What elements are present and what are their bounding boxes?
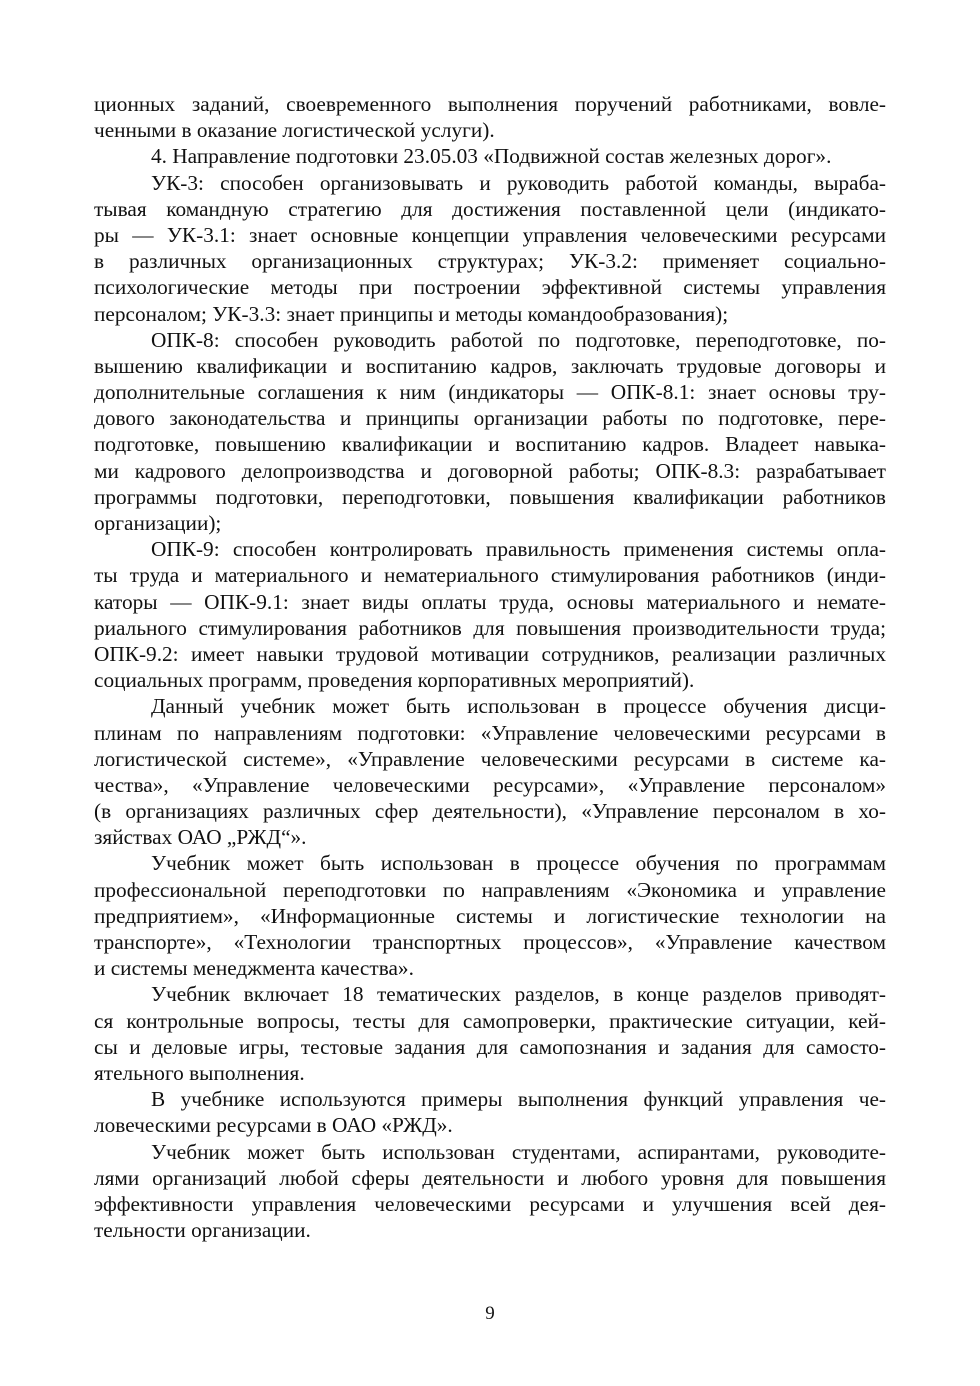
page-number: 9 <box>485 1303 495 1324</box>
text-line: организации); <box>94 511 222 535</box>
body-text <box>94 91 886 1243</box>
text-line: ятельного выполнения. <box>94 1060 305 1085</box>
text-line: предприятием», «Информационные системы и логистические технологии на <box>94 903 886 928</box>
text-line: дополнительные соглашения к ним (индикаторы — ОПК-8.1: знает основы тру- <box>94 380 886 405</box>
text-line: ченными в оказание логистической услуги). <box>94 118 495 143</box>
text-line: Данный учебник может быть использован в процессе обучения дисци- <box>151 694 886 719</box>
paragraph <box>94 91 886 143</box>
paragraph <box>94 1139 886 1244</box>
paragraph <box>94 693 886 850</box>
text-line: дового законодательства и принципы организации работы по подготовке, пере- <box>94 406 886 431</box>
text-line: ОПК-9.2: имеет навыки трудовой мотивации сотрудников, реализации различных <box>94 641 886 666</box>
text-line: ловеческими ресурсами в ОАО «РЖД». <box>94 1113 453 1138</box>
paragraph <box>94 327 886 537</box>
text-line: психологические методы при построении эффективной системы управления <box>94 275 886 300</box>
text-line: тывая командную стратегию для достижения поставленной цели (индикато- <box>94 196 886 221</box>
text-line: каторы — ОПК-9.1: знает виды оплаты труда, основы материального и немате- <box>94 589 886 614</box>
text-line: и системы менеджмента качества». <box>94 956 414 981</box>
text-line: ты труда и материального и нематериального стимулирования работников (инди- <box>94 563 886 588</box>
text-line: транспорте», «Технологии транспортных процессов», «Управление качеством <box>94 930 886 954</box>
text-line: в различных организационных структурах; УК-3.2: применяет социально- <box>94 249 886 274</box>
text-line: В учебнике используются примеры выполнения функций управления че- <box>151 1087 886 1112</box>
text-line: УК-3: способен организовывать и руководить работой команды, выраба- <box>151 170 886 195</box>
paragraph <box>94 170 886 327</box>
text-line: Учебник может быть использован в процессе обучения по программам <box>151 851 886 876</box>
paragraph <box>94 1086 886 1138</box>
text-line: ОПК-9: способен контролировать правильность применения системы опла- <box>151 537 886 562</box>
text-line: профессиональной переподготовки по направлениям «Экономика и управление <box>94 877 886 902</box>
text-line: логистической системе», «Управление человеческими ресурсами в системе ка- <box>94 746 886 771</box>
text-line: социальных программ, проведения корпоративных мероприятий). <box>94 668 695 693</box>
paragraph <box>94 850 886 981</box>
text-line: подготовке, повышению квалификации и воспитанию кадров. Владеет навыка- <box>94 432 886 457</box>
paragraph <box>94 536 886 693</box>
text-line: программы подготовки, переподготовки, повышения квалификации работников <box>94 484 886 509</box>
text-line: ми кадрового делопроизводства и договорной работы; ОПК-8.3: разрабатывает <box>94 458 886 483</box>
text-line: 4. Направление подготовки 23.05.03 «Подвижной состав железных дорог». <box>151 144 832 169</box>
text-line: Учебник включает 18 тематических разделов, в конце разделов приводят- <box>151 982 886 1007</box>
text-line: персоналом; УК-3.3: знает принципы и методы командообразования); <box>94 301 729 326</box>
text-line: сы и деловые игры, тестовые задания для самопознания и задания для самосто- <box>94 1034 886 1059</box>
paragraph <box>94 981 886 1086</box>
text-line: Учебник может быть использован студентами, аспирантами, руководите- <box>151 1139 886 1164</box>
text-line: чества», «Управление человеческими ресурсами», «Управление персоналом» <box>94 772 886 797</box>
text-line: риального стимулирования работников для повышения производительности труда; <box>94 615 886 640</box>
text-line: эффективности управления человеческими ресурсами и улучшения всей дея- <box>94 1191 886 1216</box>
text-line: (в организациях различных сфер деятельности), «Управление персоналом в хо- <box>94 799 886 824</box>
text-line: лями организаций любой сферы деятельности и любого уровня для повышения <box>94 1165 886 1190</box>
text-line: ры — УК-3.1: знает основные концепции управления человеческими ресурсами <box>94 222 886 247</box>
text-line: зяйствах ОАО „РЖД“». <box>94 825 307 850</box>
paragraph <box>94 143 886 169</box>
text-line: ционных заданий, своевременного выполнения поручений работниками, вовле- <box>94 92 886 116</box>
text-line: ОПК-8: способен руководить работой по подготовке, переподготовке, по- <box>151 327 886 352</box>
text-line: вышению квалификации и воспитанию кадров, заключать трудовые договоры и <box>94 353 886 378</box>
text-line: тельности организации. <box>94 1218 311 1243</box>
text-line: плинам по направлениям подготовки: «Управление человеческими ресурсами в <box>94 720 886 745</box>
text-line: ся контрольные вопросы, тесты для самопроверки, практические ситуации, кей- <box>94 1008 886 1033</box>
